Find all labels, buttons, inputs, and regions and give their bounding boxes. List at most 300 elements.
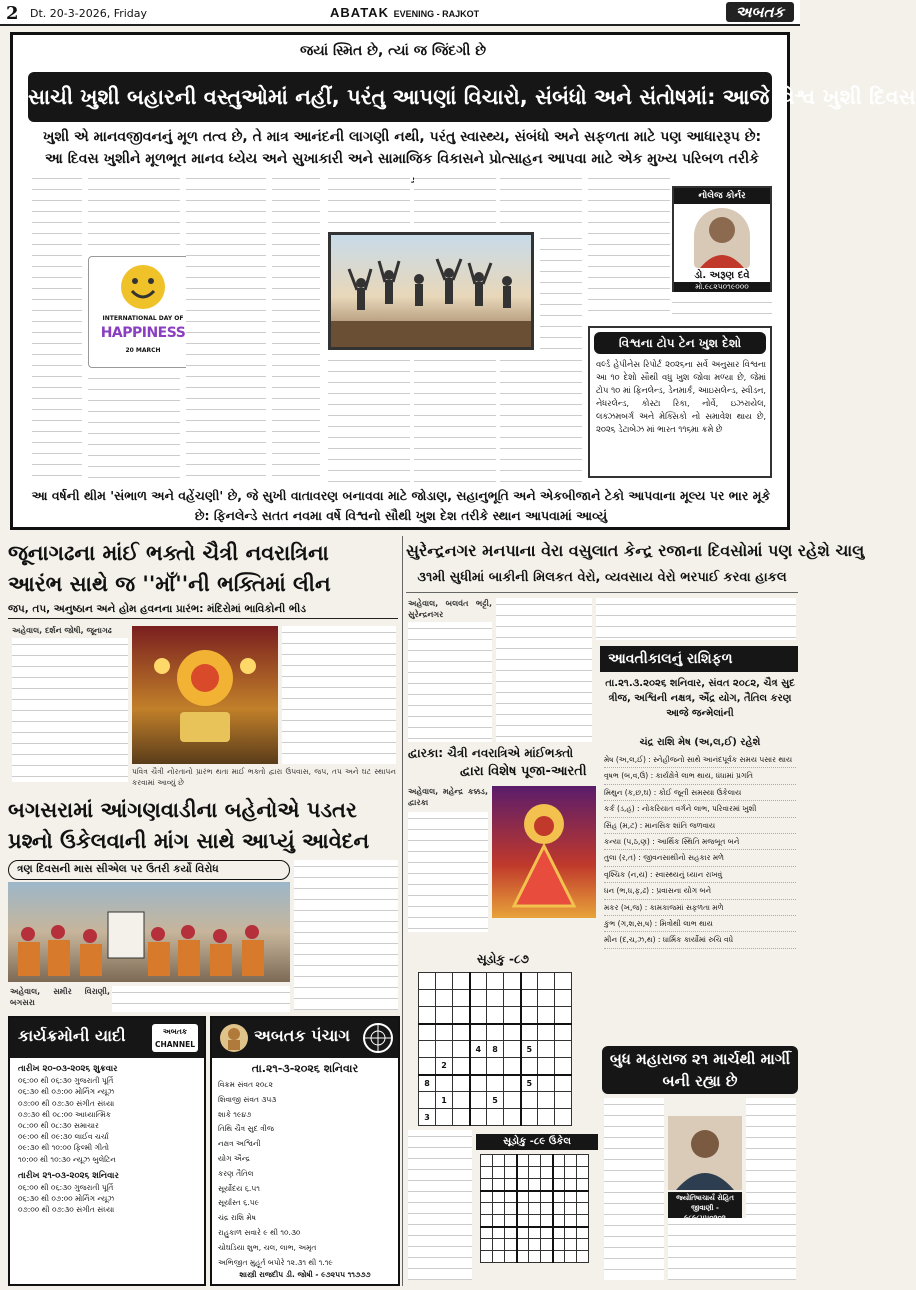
junagadh-headline-2: આરંભ સાથે જ ''માઁ''ની ભક્તિમાં લીન [8, 572, 331, 596]
sudoku-cell [470, 1058, 487, 1075]
sudoku-cell [577, 1167, 589, 1179]
sudoku-cell [541, 1251, 553, 1263]
sudoku-cell [555, 1007, 572, 1024]
sudoku-cell [493, 1251, 505, 1263]
sudoku-cell [470, 1075, 487, 1092]
junagadh-subhead: જપ, તપ, અનુષ્ઠાન અને હોમ હવનના પ્રારંભ: મંદિરોમાં ભાવિકોની ભીડ [8, 603, 307, 615]
panchang-box [210, 1016, 400, 1286]
event-item: ૦૭:૩૦ થી ૦૮:૦૦ આધ્યાત્મિક [18, 1109, 111, 1119]
sudoku-cell [538, 1092, 555, 1109]
sudoku-cell [517, 1167, 529, 1179]
sudoku-cell [538, 1041, 555, 1058]
sudoku-cell [538, 1024, 555, 1041]
sudoku-cell [555, 1075, 572, 1092]
sudoku-cell: 8 [487, 1041, 504, 1058]
lead-column-10 [672, 296, 772, 320]
sudoku-cell [565, 1215, 577, 1227]
top-ten-text: વર્લ્ડ હેપીનેસ રિપોર્ટ ૨૦૨૬ના સર્વે અનુસાર વિશ્વના આ ૧૦ દેશો સૌથી વધુ ખુશ જોવા મળ્યા છે, જેમાં ટોપ ૧૦ માં ફિનલેન્ડ, ડેનમાર્ક, આઇસલેન્ડ, સ્વીડન, નેધરલેન્ડ, કોસ્ટા રિકા, નોર્વે, ઇઝરાયેલ, લક્ઝમબર્ગ અને મેક્સિકો નો સમાવેશ થાય છે, ૨૦૨૬ ડેટાબેઝ માં ભારત ૧૧૬મા ક્રમે છે [596, 359, 766, 434]
event-item: ૦૬:૦૦ થી ૦૬:૩૦ ગુજરાતી પૂર્તિ [18, 1076, 114, 1086]
rashi-moon: ચંદ્ર રાશિ મેષ (અ,લ,ઈ) રહેશે [639, 737, 761, 748]
sudoku-cell [541, 1155, 553, 1167]
sudoku-cell [419, 990, 436, 1007]
sudoku-cell [529, 1179, 541, 1191]
sudoku-cell [436, 1075, 453, 1092]
junagadh-byline: અહેવાલ, દર્શન જોષી, જૂનાગઢ [12, 626, 112, 635]
sudoku-cell [577, 1227, 589, 1239]
sudoku-cell [493, 1167, 505, 1179]
sudoku-cell [553, 1239, 565, 1251]
sudoku-solution-grid [480, 1154, 589, 1263]
author-photo [694, 208, 750, 268]
sudoku-cell [555, 1024, 572, 1041]
sudoku-cell [505, 1239, 517, 1251]
sudoku-cell [529, 1227, 541, 1239]
sudoku-cell [505, 1167, 517, 1179]
sudoku-cell [505, 1251, 517, 1263]
sudoku-cell [541, 1203, 553, 1215]
sudoku-cell: 5 [521, 1041, 538, 1058]
logo-word: HAPPINESS [100, 325, 186, 341]
sudoku-cell [538, 1058, 555, 1075]
sudoku-cell [565, 1251, 577, 1263]
lead-column-7-top [500, 172, 582, 228]
sudoku-cell [505, 1155, 517, 1167]
rashi-item: કન્યા (પ,ઠ,ણ) : આર્થિક સ્થિતિ મજબૂત બને [604, 834, 796, 850]
event-item: ૦૮:૦૦ થી ૦૮:૩૦ સમાચાર [18, 1121, 99, 1131]
event-item: ૦૯:૩૦ થી ૧૦:૦૦ ફિલ્મી ગીતો [18, 1143, 110, 1153]
rashi-list [604, 752, 796, 949]
panchang-row: રાહુકાળ સવારે ૯ થી ૧૦.૩૦ [218, 1227, 301, 1237]
women-protest-image [8, 882, 290, 982]
sudoku-cell [436, 1024, 453, 1041]
budh-author-photo [668, 1116, 742, 1190]
dwarka-headline-1: દ્વારકા: ચૈત્રી નવરાત્રિએ માંઈભક્તો [408, 746, 574, 760]
sudoku-cell [481, 1251, 493, 1263]
sudoku-cell [521, 1007, 538, 1024]
surendranagar-subhead: ૩૧મી સુધીમાં બાકીની મિલકત વેરો, વ્યવસાય વેરો ભરપાઈ કરવા હાકલ [417, 570, 787, 585]
sudoku-cell [504, 990, 521, 1007]
rashi-item: વૃષભ (બ,વ,ઉ) : કાર્યક્ષેત્રે લાભ થાય, ધંધામાં પ્રગતિ [604, 768, 796, 784]
sudoku-cell [505, 1203, 517, 1215]
junagadh-caption: પવિત્ર ચૈત્રી નોરતાનો પ્રારંભ થતા માઈ ભક્તો દ્વારા ઉપવાસ, જપ, તપ અને ઘટ સ્થાપન કરવામાં આવ્યું છે [132, 767, 396, 787]
sudoku-cell [493, 1155, 505, 1167]
sudoku-cell [453, 1007, 470, 1024]
panchang-row: કરણ તૈતિલ [218, 1168, 254, 1178]
junagadh-column-2 [282, 626, 396, 764]
sudoku-cell [529, 1191, 541, 1203]
sudoku-cell [481, 1239, 493, 1251]
sudoku-cell [517, 1227, 529, 1239]
sudoku-cell [505, 1191, 517, 1203]
sudoku-cell [504, 1024, 521, 1041]
issue-date: Dt. 20-3-2026, Friday [30, 7, 148, 20]
panchang-title: અબતક પંચાગ [254, 1026, 350, 1045]
sudoku-cell [565, 1155, 577, 1167]
rashi-item: કુંભ (ગ,શ,સ,ષ) : મિત્રોથી લાભ થાય [604, 916, 796, 932]
event-item: ૦૭:૦૦ થી ૦૭:૩૦ સંગીત સંધ્યા [18, 1205, 115, 1215]
sudoku-cell [521, 1092, 538, 1109]
sudoku-cell [553, 1191, 565, 1203]
event-item: ૦૬:૩૦ થી ૦૭:૦૦ મોર્નિંગ ન્યૂઝ [18, 1194, 115, 1204]
rashi-item: સિંહ (મ,ટ) : માનસિક શાંતિ જળવાય [604, 818, 796, 834]
lead-intro: ખુશી એ માનવજીવનનું મૂળ તત્વ છે, તે માત્ર આનંદની લાગણી નથી, પરંતુ સ્વાસ્થ્ય, સંબંધો અને સફળતા માટે પણ આધારરૂપ છે: આ દિવસ ખુશીને મૂળભૂત માનવ ધ્યેય અને સુખાકારી અને સામાજિક વિકાસને પ્રોત્સાહન આપવા માટે એક મુખ્ય પરિબળ તરીકે [42, 129, 762, 167]
sudoku-cell [541, 1167, 553, 1179]
sudoku-cell [553, 1227, 565, 1239]
rashi-item: મિથુન (ક,છ,ઘ) : કોઈ જૂની સમસ્યા ઉકેલાય [604, 785, 796, 801]
sudoku-cell [504, 1092, 521, 1109]
sudoku-cell [419, 1041, 436, 1058]
sudoku-cell [517, 1251, 529, 1263]
sudoku-cell [505, 1179, 517, 1191]
sudoku-cell [555, 973, 572, 990]
sudoku-cell [487, 1075, 504, 1092]
dwarka-text [408, 932, 596, 950]
sudoku-cell [555, 1041, 572, 1058]
sudoku-cell: 2 [436, 1058, 453, 1075]
sudoku-cell [481, 1179, 493, 1191]
rashi-date: તા.૨૧.૩.૨૦૨૬ શનિવાર, સંવત ૨૦૮૨, ચૈત્ર સુદ ત્રીજ, અશ્વિની નક્ષત્ર, ઐંદ્ર યોગ, તૈતિલ કરણ આજે જન્મેલાંની [605, 678, 795, 719]
sudoku-puzzle [418, 972, 572, 1126]
happiness-logo [88, 256, 196, 368]
bagasara-photo [8, 882, 290, 982]
sudoku-cell [493, 1227, 505, 1239]
sudoku-cell [555, 990, 572, 1007]
sudoku-cell [504, 973, 521, 990]
sudoku-cell [577, 1203, 589, 1215]
sudoku-cell [517, 1215, 529, 1227]
panchang-row: ચોઘડિયા શુભ, ચલ, લાભ, અમૃત [218, 1242, 317, 1252]
sudoku-cell [565, 1239, 577, 1251]
sudoku-cell [538, 1109, 555, 1126]
sudoku-cell [470, 1007, 487, 1024]
sudoku-cell [436, 1041, 453, 1058]
author-box [672, 186, 772, 292]
sudoku-cell [419, 1058, 436, 1075]
sudoku-cell: 5 [521, 1075, 538, 1092]
sudoku-cell [436, 973, 453, 990]
sudoku-cell [487, 973, 504, 990]
sudoku-cell [565, 1227, 577, 1239]
rashi-item: તુલા (ર,ત) : જીવનસાથીનો સહકાર મળે [604, 850, 796, 866]
sudoku-cell [481, 1227, 493, 1239]
sudoku-cell [553, 1203, 565, 1215]
top-ten-box [588, 326, 772, 478]
sudoku-cell [521, 973, 538, 990]
sudoku-cell [553, 1251, 565, 1263]
divider [406, 592, 798, 593]
sudoku-cell [504, 1007, 521, 1024]
sudoku-cell [470, 1024, 487, 1041]
budh-headline: બુધ મહારાજ ૨૧ માર્ચથી માર્ગી બની રહ્યા છે [602, 1046, 798, 1094]
sudoku-cell [453, 990, 470, 1007]
page-header [0, 0, 800, 26]
sudoku-cell [521, 1109, 538, 1126]
lead-tagline: જયાં સ્મિત છે, ત્યાં જ જિંદગી છે [300, 43, 487, 59]
sudoku-cell [504, 1109, 521, 1126]
junagadh-headline-1: જૂનાગઢના માંઈ ભક્તો ચૈત્રી નવરાત્રિના [8, 541, 329, 565]
panchang-row: સૂર્યાસ્ત ૬.૫૯ [218, 1198, 260, 1208]
author-tag: નોલેજ કોર્નર [674, 188, 770, 204]
zodiac-wheel-icon [362, 1022, 394, 1054]
panchang-author: શાસ્ત્રી રાજદીપ ડી. જોષી - ૯૭૨૫૫ ૧૧૭૭૭ [239, 1270, 371, 1279]
sudoku-cell [577, 1191, 589, 1203]
events-list-1 [18, 1064, 202, 1216]
event-item: ૧૦:૦૦ થી ૧૦:૩૦ ન્યૂઝ બુલેટિન [18, 1154, 116, 1164]
author-name: ડો. અરૂણ દવે [694, 270, 750, 281]
panchang-rows [218, 1078, 394, 1270]
sudoku-cell [481, 1215, 493, 1227]
junagadh-column-1 [12, 638, 128, 782]
sudoku-cell [436, 990, 453, 1007]
author-phone: મો.૯૮૨૫૦૧૯૦૦૦ [674, 282, 770, 292]
sudoku-cell [565, 1203, 577, 1215]
panchang-row: શાકે ૧૯૪૭ [218, 1109, 252, 1119]
event-item: ૦૭:૦૦ થી ૦૭:૩૦ સંગીત સંધ્યા [18, 1098, 115, 1108]
panchang-row: અભિજીત મુહૂર્ત બપોરે ૧૨.૩૧ થી ૧.૧૯ [218, 1257, 333, 1267]
rashi-title: આવતીકાલનું રાશિફળ [600, 646, 798, 672]
junagadh-photo [132, 626, 278, 764]
lead-column-6-bottom [414, 354, 496, 482]
top-ten-title: વિશ્વના ટોપ ટેન ખુશ દેશો [594, 332, 766, 354]
panchang-row: યોગ ઐન્દ્ર [218, 1153, 250, 1163]
sudoku-cell [481, 1155, 493, 1167]
sudoku-cell [453, 1041, 470, 1058]
sudoku-cell [481, 1191, 493, 1203]
sudoku-cell [565, 1167, 577, 1179]
events-title: કાર્યક્રમોની યાદી [18, 1026, 126, 1045]
sudoku-cell [453, 1075, 470, 1092]
sudoku-cell [521, 1058, 538, 1075]
lead-column-7-bottom [500, 354, 582, 482]
sudoku-cell [505, 1227, 517, 1239]
temple-idol-image [132, 626, 278, 764]
sudoku-cell [577, 1179, 589, 1191]
sudoku-cell [436, 1109, 453, 1126]
panchang-row: વિક્રમ સંવત ૨૦૮૨ [218, 1080, 273, 1089]
sudoku-cell [453, 1024, 470, 1041]
event-item: ૦૯:૦૦ થી ૦૯:૩૦ લાઈવ ચર્ચા [18, 1132, 109, 1142]
rashi-item: કર્ક (ડ,હ) : નોકરિયાત વર્ગને લાભ, પરિવારમાં ખુશી [604, 801, 796, 817]
sudoku-cell [487, 1024, 504, 1041]
sudoku-cell [565, 1191, 577, 1203]
bagasara-column-right [294, 860, 398, 1010]
sudoku-cell [453, 1058, 470, 1075]
sudoku-cell [529, 1203, 541, 1215]
sudoku-cell [529, 1167, 541, 1179]
bagasara-headline-1: બગસરામાં આંગણવાડીના બહેનોએ પડતર [8, 798, 357, 822]
sudoku-cell [577, 1215, 589, 1227]
sudoku-cell [577, 1239, 589, 1251]
surendranagar-headline: સુરેન્દ્રનગર મનપાના વેરા વસુલાત કેન્દ્ર રજાના દિવસોમાં પણ રહેશે ચાલુ [406, 541, 865, 560]
sudoku-cell [517, 1203, 529, 1215]
events-box [8, 1016, 206, 1286]
budh-column-2 [746, 1098, 796, 1218]
lead-column-4 [272, 172, 320, 482]
sudoku-cell [481, 1167, 493, 1179]
dwarka-photo [492, 786, 596, 918]
lead-ribbon: આ વર્ષની થીમ 'સંભાળ અને વહેંચણી' છે, જે સુખી વાતાવરણ બનાવવા માટે જોડાણ, સહાનુભૂતિ અને એકબીજાને ટેકો આપવાના મૂલ્ય પર ભાર મૂકે છે: ફિનલેન્ડે સતત નવમા વર્ષે વિશ્વનો સૌથી ખુશ દેશ તરીકે સ્થાન આપવામાં આવ્યું [31, 488, 771, 523]
panchang-row: શિવાજી સંવત ૩૫૩ [218, 1094, 277, 1104]
person-icon [694, 208, 750, 268]
dwarka-byline: અહેવાલ, મહેન્દ્ર કક્કડ, દ્વારકા [408, 787, 488, 807]
sudoku-cell [493, 1191, 505, 1203]
lead-column-6-top [414, 172, 496, 228]
sudoku-cell [529, 1215, 541, 1227]
sudoku-cell [504, 1075, 521, 1092]
channel-logo: અબતક CHANNEL [152, 1024, 198, 1052]
sudoku-cell [555, 1092, 572, 1109]
sudoku-title-2: સૂડોકુ -૮૯ ઉકેલ [476, 1134, 598, 1150]
rashi-item: મેષ (અ,લ,ઈ) : સ્નેહીજનો સાથે આનંદપૂર્વક સમય પસાર થાય [604, 752, 796, 768]
budh-author: જ્યોતિષાચાર્ય રોહિત જીવાણી - [668, 1192, 742, 1224]
sudoku-cell [493, 1239, 505, 1251]
lead-column-2-top [88, 172, 180, 252]
sudoku-cell [487, 990, 504, 1007]
sudoku-cell [453, 973, 470, 990]
logo-line1: INTERNATIONAL DAY OF [102, 315, 184, 322]
sudoku-cell [555, 1109, 572, 1126]
sudoku-cell [541, 1227, 553, 1239]
events-date-2: તારીખ ૨૧-૦૩-૨૦૨૬ શનિવાર [18, 1170, 119, 1181]
sudoku-cell [419, 1092, 436, 1109]
bagasara-column-bottom [112, 986, 290, 1012]
sudoku-cell [553, 1167, 565, 1179]
lead-headline: સાચી ખુશી બહારની વસ્તુઓમાં નહીં, પરંતુ આપણાં વિચારો, સંબંધો અને સંતોષમાં: આજે વિશ્વ ખુશી દિવસ [28, 72, 772, 122]
events-date-1: તારીખ ૨૦-૦૩-૨૦૨૬ શુક્રવાર [18, 1064, 118, 1074]
panchang-row: તિથિ ચૈત્ર સુદ ત્રીજ [218, 1124, 274, 1134]
sudoku-cell [529, 1251, 541, 1263]
sudoku-cell [553, 1179, 565, 1191]
sudoku-cell [470, 973, 487, 990]
sudoku-cell [504, 1041, 521, 1058]
sudoku-cell [487, 1007, 504, 1024]
sudoku-cell [529, 1239, 541, 1251]
sudoku-cell [521, 1024, 538, 1041]
sudoku-cell [436, 1007, 453, 1024]
sudoku-cell [481, 1203, 493, 1215]
panchang-row: સૂર્યોદય ૬.૫૧ [218, 1183, 260, 1193]
sudoku-cell [517, 1155, 529, 1167]
event-item: ૦૬:૩૦ થી ૦૭:૦૦ મોર્નિંગ ન્યૂઝ [18, 1087, 115, 1097]
sudoku-cell: 8 [419, 1075, 436, 1092]
sudoku-grid [418, 972, 572, 1126]
sudoku-cell [538, 973, 555, 990]
sudoku-cell [541, 1191, 553, 1203]
masthead-logo: અબતક [726, 2, 794, 22]
rashi-item: વૃશ્ચિક (ન,ય) : સ્વાસ્થ્યનું ધ્યાન રાખવું [604, 867, 796, 883]
budh-column-1 [604, 1098, 664, 1280]
sudoku-cell [541, 1179, 553, 1191]
sudoku-cell [577, 1251, 589, 1263]
sudoku-cell [470, 990, 487, 1007]
bagasara-byline: અહેવાલ, સમીર વિરાણી, બગસરા [10, 987, 110, 1007]
lead-column-2-bottom [88, 372, 180, 482]
divider [8, 618, 398, 619]
sudoku-cell [538, 1007, 555, 1024]
lead-column-3 [186, 172, 266, 482]
dwarka-headline-2: દ્વારા વિશેષ પૂજા-આરતી [460, 764, 587, 779]
sudoku-cell [553, 1215, 565, 1227]
sudoku-cell [565, 1179, 577, 1191]
panchang-date: તા.૨૧-૩-૨૦૨૬ શનિવાર [251, 1062, 359, 1075]
lead-photo [328, 232, 534, 350]
budh-column-3 [668, 1218, 796, 1280]
lead-column-8 [540, 232, 582, 350]
logo-date: 20 MARCH [125, 347, 161, 354]
event-item: ૦૬:૦૦ થી ૦૬:૩૦ ગુજરાતી પૂર્તિ [18, 1183, 114, 1193]
sudoku-cell: 5 [487, 1092, 504, 1109]
sudoku-cell [453, 1092, 470, 1109]
sudoku-cell [505, 1215, 517, 1227]
sudoku-cell: 3 [419, 1109, 436, 1126]
sudoku-cell [487, 1058, 504, 1075]
surendranagar-byline: અહેવાલ, બલવંત ભટ્ટી, સુરેન્દ્રનગર [408, 599, 492, 619]
sudoku-cell [529, 1155, 541, 1167]
sudoku-cell [453, 1109, 470, 1126]
sudoku-cell [504, 1058, 521, 1075]
rashi-item: મકર (ખ,જ) : કામકાજમાં સફળતા મળે [604, 900, 796, 916]
person-icon [668, 1116, 742, 1190]
publication-name: ABATAK EVENING - RAJKOT [330, 5, 480, 20]
sudoku-cell: 4 [470, 1041, 487, 1058]
sudoku-instructions [408, 1130, 472, 1280]
group-celebration-image [331, 235, 531, 347]
ganesha-icon [218, 1022, 250, 1054]
sudoku-cell [555, 1058, 572, 1075]
sudoku-cell: 1 [436, 1092, 453, 1109]
sudoku-cell [487, 1109, 504, 1126]
sudoku-cell [470, 1092, 487, 1109]
dwarka-column-1 [408, 812, 488, 932]
surendranagar-column-3 [596, 598, 796, 640]
sudoku-cell [419, 973, 436, 990]
sudoku-solution [480, 1154, 589, 1263]
sudoku-cell [541, 1239, 553, 1251]
sudoku-title-1: સૂડોકુ -૮૭ [477, 952, 529, 966]
sudoku-cell [493, 1179, 505, 1191]
sudoku-cell [553, 1155, 565, 1167]
lead-column-5-top [328, 172, 410, 228]
sudoku-cell [470, 1109, 487, 1126]
lead-column-9 [588, 172, 670, 320]
panchang-row: નક્ષત્ર અશ્વિની [218, 1139, 261, 1149]
sudoku-cell [541, 1215, 553, 1227]
page-number: 2 [6, 3, 19, 24]
sudoku-cell [538, 990, 555, 1007]
sudoku-cell [517, 1239, 529, 1251]
bagasara-subhead: ત્રણ દિવસની માસ સીએલ પર ઉતરી કર્યો વિરોધ [8, 860, 290, 880]
bagasara-headline-2: પ્રશ્નો ઉકેલવાની માંગ સાથે આપ્યું આવેદન [8, 829, 370, 853]
lead-column-5-bottom [328, 354, 410, 482]
sudoku-cell [419, 1024, 436, 1041]
rashi-item: મીન (દ,ચ,ઝ,થ) : ધાર્મિક કાર્યોમાં રુચિ વધે [604, 932, 796, 948]
surendranagar-column-2 [496, 598, 592, 742]
goddess-idol-image [492, 786, 596, 918]
column-divider [402, 536, 403, 1286]
rashi-item: ધન (ભ,ધ,ફ,ઢ) : પ્રવાસના યોગ બને [604, 883, 796, 899]
sudoku-cell [493, 1215, 505, 1227]
lead-column-1 [32, 172, 82, 482]
sudoku-cell [517, 1179, 529, 1191]
sudoku-cell [577, 1155, 589, 1167]
sudoku-cell [493, 1203, 505, 1215]
sudoku-cell [521, 990, 538, 1007]
sudoku-cell [538, 1075, 555, 1092]
sudoku-cell [517, 1191, 529, 1203]
surendranagar-column-1 [408, 622, 492, 742]
panchang-row: ચંદ્ર રાશિ મેષ [218, 1213, 256, 1223]
sudoku-cell [419, 1007, 436, 1024]
